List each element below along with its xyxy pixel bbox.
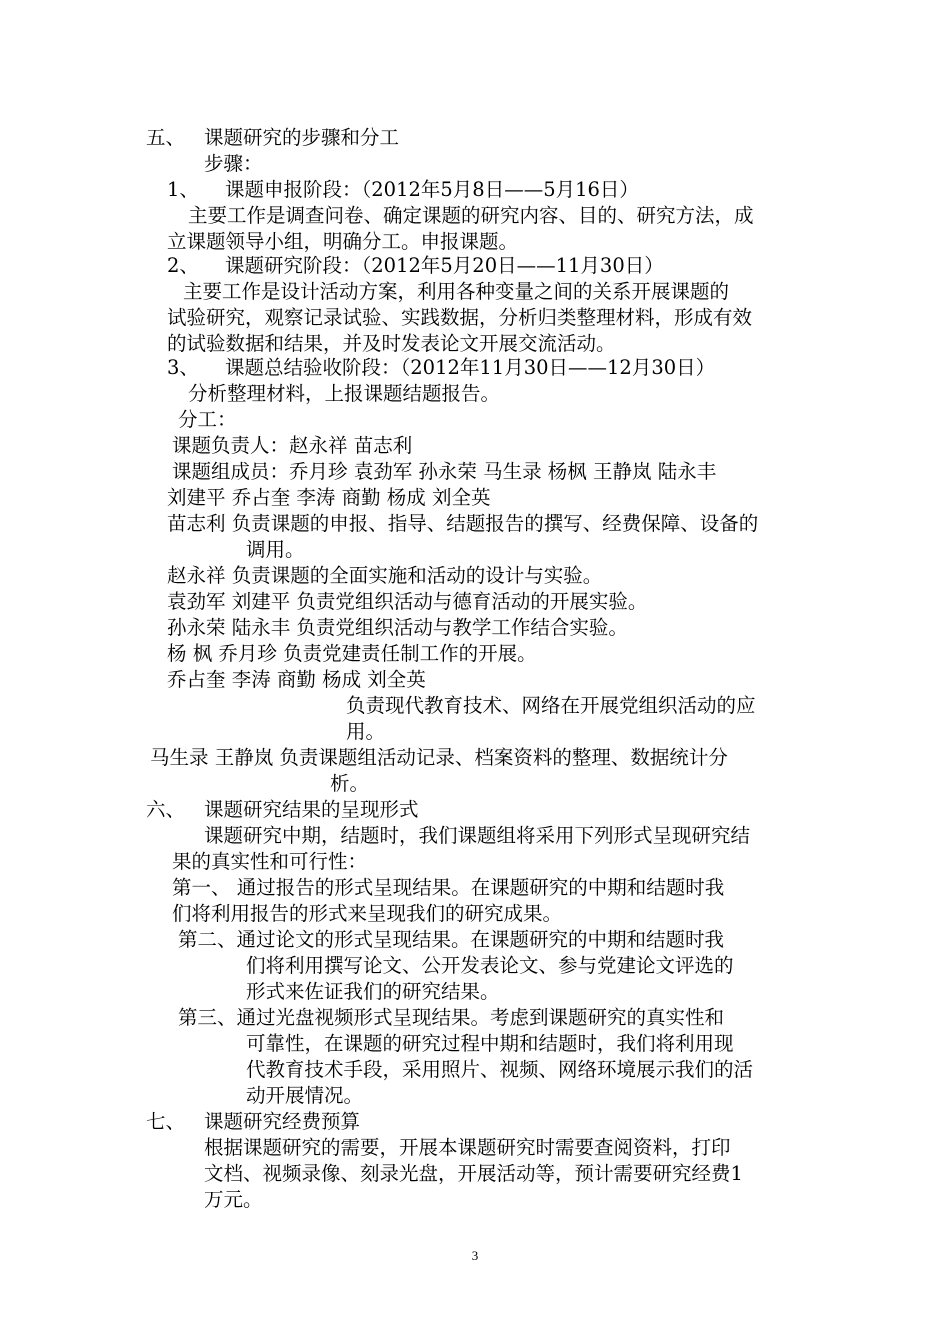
text-line-division-label: 分工： [178, 408, 237, 431]
text-line-form2-3: 形式来佐证我们的研究结果。 [246, 980, 500, 1003]
text-line-step2-body-1: 主要工作是设计活动方案，利用各种变量之间的关系开展课题的 [183, 280, 730, 303]
text-line-s7-num: 七、 [146, 1110, 186, 1133]
text-line-members-1: 课题组成员：乔月珍 袁劲军 孙永荣 马生录 杨枫 王静岚 陆永丰 [172, 460, 717, 483]
text-line-s5-num: 五、 [146, 126, 186, 149]
text-line-members-2: 刘建平 乔占奎 李涛 商勤 杨成 刘全英 [167, 486, 491, 509]
text-line-form3-1: 第三、通过光盘视频形式呈现结果。考虑到课题研究的真实性和 [178, 1006, 725, 1029]
text-line-steps-label: 步骤： [204, 152, 263, 175]
text-line-leader: 课题负责人：赵永祥 苗志利 [172, 434, 413, 457]
text-line-form3-4: 动开展情况。 [246, 1084, 364, 1107]
text-line-duty7-1: 马生录 王静岚 负责课题组活动记录、档案资料的整理、数据统计分 [150, 746, 728, 769]
text-line-s7-body-1: 根据课题研究的需要，开展本课题研究时需要查阅资料，打印 [204, 1136, 731, 1159]
text-line-form2-1: 第二、通过论文的形式呈现结果。在课题研究的中期和结题时我 [178, 928, 725, 951]
text-line-duty3: 袁劲军 刘建平 负责党组织活动与德育活动的开展实验。 [167, 590, 648, 613]
text-line-s6-intro-2: 果的真实性和可行性： [172, 850, 368, 873]
text-line-step3-body: 分析整理材料，上报课题结题报告。 [188, 382, 501, 405]
text-line-s5-title: 课题研究的步骤和分工 [204, 126, 400, 149]
text-line-step1-title: 课题申报阶段：（2012年5月8日——5月16日） [225, 178, 639, 201]
text-line-form3-2: 可靠性，在课题的研究过程中期和结题时，我们将利用现 [246, 1032, 734, 1055]
text-line-duty6-names: 乔占奎 李涛 商勤 杨成 刘全英 [167, 668, 426, 691]
text-line-s7-body-3: 万元。 [204, 1188, 263, 1211]
text-line-duty6-1: 负责现代教育技术、网络在开展党组织活动的应 [346, 694, 756, 717]
text-line-duty2: 赵永祥 负责课题的全面实施和活动的设计与实验。 [167, 564, 603, 587]
text-line-s7-body-2: 文档、视频录像、刻录光盘，开展活动等，预计需要研究经费1 [204, 1162, 743, 1185]
text-line-s6-title: 课题研究结果的呈现形式 [204, 798, 419, 821]
text-line-step2-body-2: 试验研究，观察记录试验、实践数据，分析归类整理材料，形成有效 [167, 306, 753, 329]
text-line-s6-intro-1: 课题研究中期，结题时，我们课题组将采用下列形式呈现研究结 [204, 824, 751, 847]
text-line-duty1-2: 调用。 [246, 538, 305, 561]
text-line-s6-num: 六、 [146, 798, 186, 821]
text-line-step1-body-2: 立课题领导小组，明确分工。申报课题。 [167, 230, 519, 253]
text-line-step2-num: 2、 [167, 254, 199, 277]
text-line-step3-title: 课题总结验收阶段：（2012年11月30日——12月30日） [225, 356, 716, 379]
text-line-step1-body-1: 主要工作是调查问卷、确定课题的研究内容、目的、研究方法，成 [188, 204, 754, 227]
text-line-form3-3: 代教育技术手段，采用照片、视频、网络环境展示我们的活 [246, 1058, 754, 1081]
text-line-form1-2: 们将利用报告的形式来呈现我们的研究成果。 [172, 902, 563, 925]
text-line-duty6-2: 用。 [346, 720, 386, 743]
text-line-s7-title: 课题研究经费预算 [204, 1110, 361, 1133]
text-line-form2-2: 们将利用撰写论文、公开发表论文、参与党建论文评选的 [246, 954, 734, 977]
page-number: 3 [471, 1248, 479, 1263]
text-line-step2-body-3: 的试验数据和结果，并及时发表论文开展交流活动。 [167, 332, 616, 355]
text-line-duty1-1: 苗志利 负责课题的申报、指导、结题报告的撰写、经费保障、设备的 [167, 512, 759, 535]
text-line-step1-num: 1、 [167, 178, 199, 201]
text-line-duty5: 杨 枫 乔月珍 负责党建责任制工作的开展。 [167, 642, 537, 665]
text-line-step3-num: 3、 [167, 356, 199, 379]
text-line-duty7-2: 析。 [330, 772, 370, 795]
text-line-step2-title: 课题研究阶段：（2012年5月20日——11月30日） [225, 254, 664, 277]
text-line-duty4: 孙永荣 陆永丰 负责党组织活动与教学工作结合实验。 [167, 616, 628, 639]
text-line-form1-1: 第一、 通过报告的形式呈现结果。在课题研究的中期和结题时我 [172, 876, 725, 899]
